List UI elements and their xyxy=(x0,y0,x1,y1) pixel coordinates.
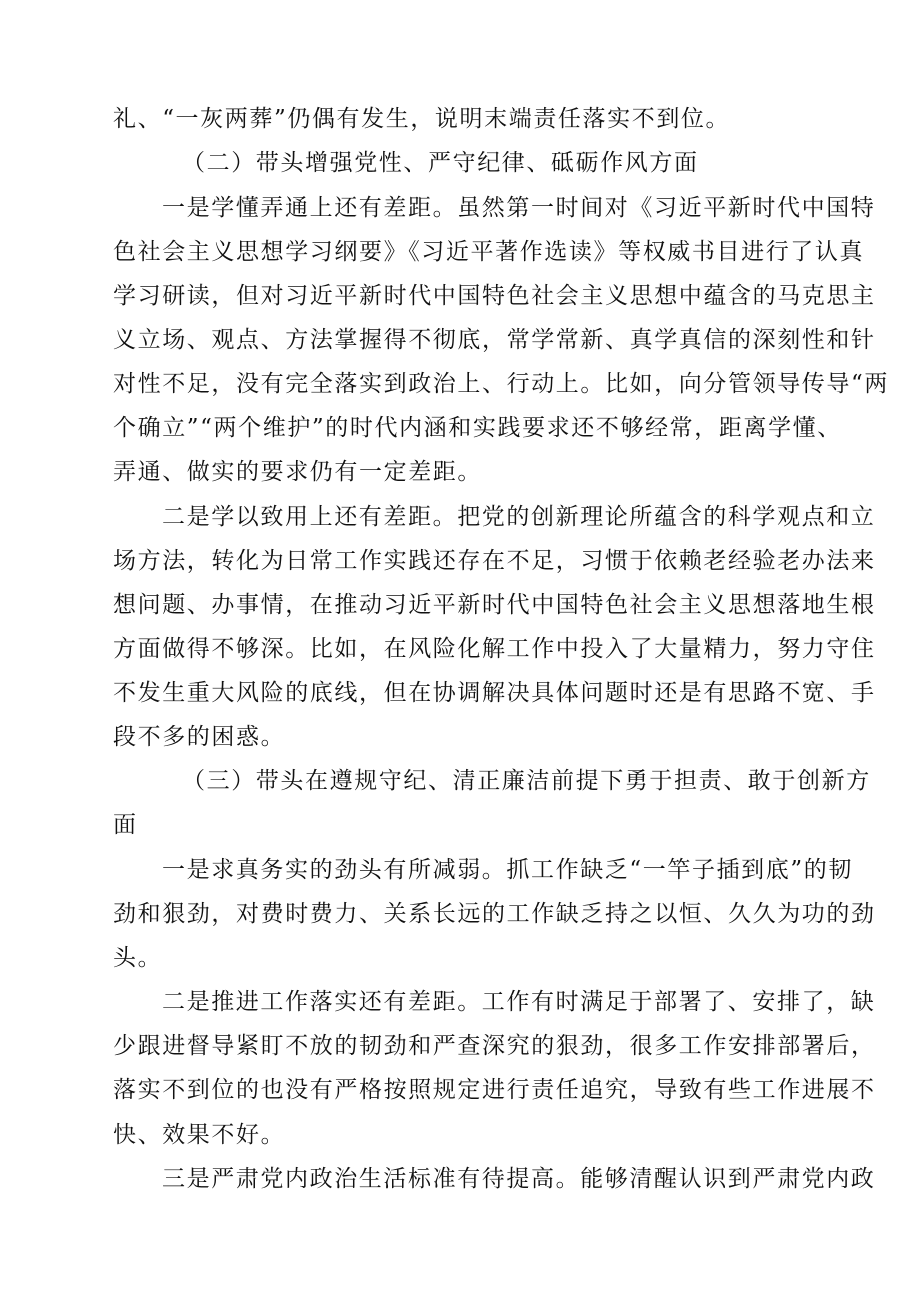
section-heading-3: （三）带头在遵规守纪、清正廉洁前提下勇于担责、敢于创新方 xyxy=(182,768,871,794)
text-line: 头。 xyxy=(113,945,163,971)
text-line: 少跟进督导紧盯不放的韧劲和严查深究的狠劲，很多工作安排部署后， xyxy=(113,1033,876,1059)
section-heading-2: （二）带头增强党性、严守纪律、砥砺作风方面 xyxy=(182,150,699,176)
text-line: 不发生重大风险的底线，但在协调解决具体问题时还是有思路不宽、手 xyxy=(113,680,876,706)
text-line: 学习研读，但对习近平新时代中国特色社会主义思想中蕴含的马克思主 xyxy=(113,283,876,309)
text-line: 段不多的困惑。 xyxy=(113,724,286,750)
text-line: 落实不到位的也没有严格按照规定进行责任追究，导致有些工作进展不 xyxy=(113,1077,876,1103)
text-line: 对性不足，没有完全落实到政治上、行动上。比如，向分管领导传导“两 xyxy=(113,371,889,397)
text-line: 一是学懂弄通上还有差距。虽然第一时间对《习近平新时代中国特 xyxy=(162,195,876,221)
text-line: 场方法，转化为日常工作实践还存在不足，习惯于依赖老经验老办法来 xyxy=(113,548,876,574)
text-line: 礼、“一灰两葬”仍偶有发生，说明末端责任落实不到位。 xyxy=(113,106,731,132)
text-line: 个确立”“两个维护”的时代内涵和实践要求还不够经常，距离学懂、 xyxy=(113,415,842,441)
section-heading-3-cont: 面 xyxy=(113,812,138,838)
text-line: 劲和狠劲，对费时费力、关系长远的工作缺乏持之以恒、久久为功的劲 xyxy=(113,901,876,927)
text-line: 弄通、做实的要求仍有一定差距。 xyxy=(113,459,482,485)
text-line: 二是学以致用上还有差距。把党的创新理论所蕴含的科学观点和立 xyxy=(162,504,876,530)
text-line: 义立场、观点、方法掌握得不彻底，常学常新、真学真信的深刻性和针 xyxy=(113,327,876,353)
text-line: 一是求真务实的劲头有所减弱。抓工作缺乏“一竿子插到底”的韧 xyxy=(162,857,853,883)
text-line: 想问题、办事情，在推动习近平新时代中国特色社会主义思想落地生根 xyxy=(113,592,876,618)
text-line: 方面做得不够深。比如，在风险化解工作中投入了大量精力，努力守住 xyxy=(113,636,876,662)
text-line: 三是严肃党内政治生活标准有待提高。能够清醒认识到严肃党内政 xyxy=(162,1166,876,1192)
text-line: 快、效果不好。 xyxy=(113,1122,286,1148)
text-line: 色社会主义思想学习纲要》《习近平著作选读》等权威书目进行了认真 xyxy=(113,239,865,265)
text-line: 二是推进工作落实还有差距。工作有时满足于部署了、安排了，缺 xyxy=(162,989,876,1015)
